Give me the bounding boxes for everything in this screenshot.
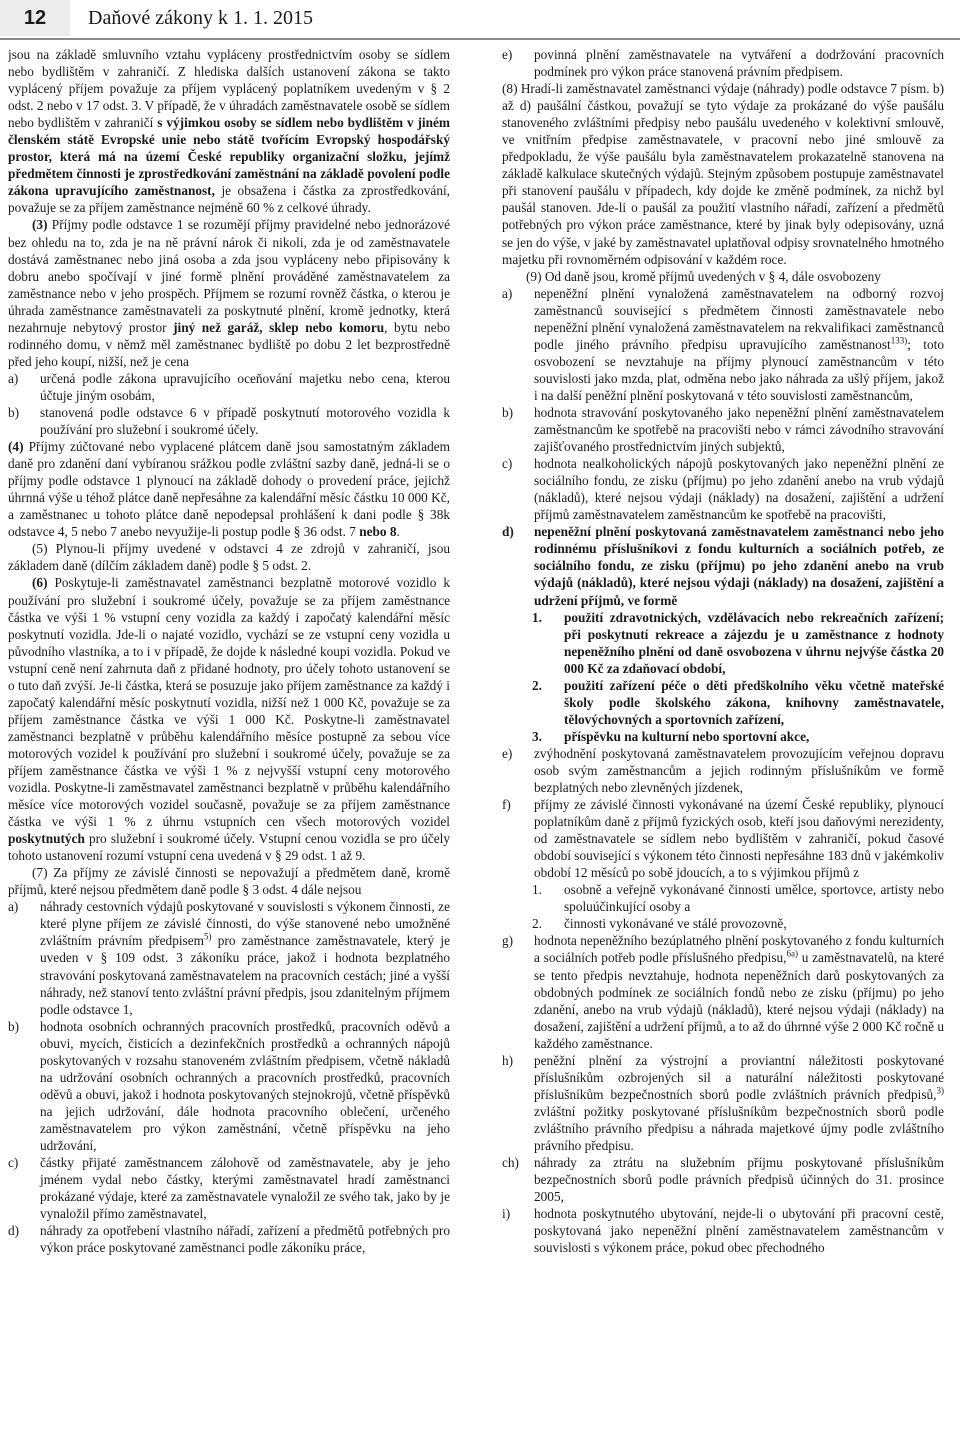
list-item	[502, 404, 944, 455]
list-item	[502, 745, 944, 796]
sub-list-item	[532, 609, 944, 677]
list-item-label: a)	[502, 285, 513, 301]
list-item	[8, 1154, 450, 1222]
list-item-text: nepeněžní plnění poskytovaná zaměstnavatelem zaměstnanci nebo jeho rodinnému příslušníkovi z fondu kulturních a sociálních potřeb, ze sociálního fondu, ze zisku (příjmu) po jeho zdanění anebo na vrub výdajů (nákladů), které nejsou výdaji (náklady) na dosažení, zajištění a udržení příjmů, ve formě	[534, 524, 944, 608]
list-item-text: příspěvku na kulturní nebo sportovní akce,	[564, 728, 810, 744]
paragraph: (9) Od daně jsou, kromě příjmů uvedených v § 4, dále osvobozeny	[526, 268, 881, 284]
right-column	[502, 46, 944, 1256]
list-item-label: 1.	[532, 609, 542, 625]
paragraph: (7) Za příjmy ze závislé činnosti se nepovažují a předmětem daně, kromě příjmů, které nejsou předmětem daně podle § 3 odst. 4 dále nejsou	[8, 865, 450, 898]
list-item-label: e)	[502, 47, 513, 62]
page-body	[0, 46, 960, 1454]
list-item-label: a)	[8, 899, 19, 915]
list-item-text: hodnota nealkoholických nápojů poskytovaných jako nepeněžní plnění ze sociálního fondu, ze zisku (příjmu) po jeho zdanění anebo na vrub výdajů (nákladů), které nejsou výdaji (náklady) na dosažení, zajištění a udržení příjmů zaměstnavatelem zaměstnancům ke spotřebě na pracovišti,	[534, 456, 944, 523]
list-item	[502, 285, 944, 404]
list-item-text: osobně a veřejně vykonávané činnosti umělce, sportovce, artisty nebo spoluúčinkující osoby a	[564, 882, 944, 915]
list-item-label: a)	[8, 370, 19, 386]
list-item-label: c)	[502, 456, 513, 472]
list-item	[502, 1154, 944, 1205]
list-item-label: c)	[8, 1155, 19, 1171]
list-item-text: náhrady za ztrátu na služebním příjmu poskytované příslušníkům bezpečnostních sborů podle právních předpisů účinných do 31. prosince 2005,	[534, 1155, 944, 1205]
sub-list-item	[532, 915, 944, 932]
list-item-text: hodnota stravování poskytovaného jako nepeněžní plnění zaměstnavatelem zaměstnancům ke spotřebě na pracovišti nebo v rámci závodního stravování zajišťovaného prostřednictvím jiných subjektů,	[534, 404, 944, 455]
list-item-label: h)	[502, 1052, 514, 1068]
list-item-label: ch)	[502, 1155, 519, 1171]
list-item-text: použití zařízení péče o děti předškolního věku včetně mateřské školy podle školského zákona, knihovny zaměstnavatele, tělovýchovných a sportovních zařízení,	[564, 677, 944, 727]
list-item	[8, 1222, 450, 1256]
sub-list-item	[532, 677, 944, 728]
list-item-text: použití zdravotnických, vzdělávacích nebo rekreačních zařízení; při poskytnutí rekreace a zájezdu je u zaměstnance z hodnoty nepeněžního plnění od daně osvobozena v úhrnu nejvýše částka 20 000 Kč za zdaňovací období,	[564, 609, 944, 676]
list-item	[502, 455, 944, 523]
list-item-text: stanovená podle odstavce 6 v případě poskytnutí motorového vozidla k používání pro služební i soukromé účely.	[40, 404, 450, 438]
paragraph: (6) Poskytuje-li zaměstnavatel zaměstnanci bezplatně motorové vozidlo k používání pro služební i soukromé účely, považuje se za příjem zaměstnance částka ve výši 1 % vstupní ceny vozidla za každý i započatý kalendářní měsíc poskytnutí vozidla. Jde-li o najaté vozidlo, vychází se ze vstupní ceny vozidla u původního vlastníka, a to i v případě, že dojde k následné koupi vozidla. Pokud ve vstupní ceně není zahrnuta daň z přidané hodnoty, pro účely tohoto ustanovení se o tuto daň zvýší. Je-li částka, která se posuzuje jako příjem zaměstnance za každý i započatý kalendářní měsíc poskytnutí vozidla, nižší než 1 000 Kč, považuje se za příjem zaměstnance částka ve výši 1 000 Kč. Poskytne-li zaměstnavatel zaměstnanci bezplatně v průběhu kalendářního měsíce postupně za sebou více motorových vozidel k používání pro služební i soukromé účely, považuje se za příjem zaměstnance částka ve výši 1 % z nejvyšší vstupní ceny motorového vozidla. Poskytne-li zaměstnavatel zaměstnanci bezplatně v průběhu kalendářního měsíce více motorových vozidel současně, považuje se za příjem zaměstnance částka ve výši 1 % z úhrnu vstupních cen všech motorových vozidel poskytnutých pro služební i soukromé účely. Vstupní cenou vozidla se pro účely tohoto ustanovení rozumí vstupní cena uvedená v § 29 odst. 1 až 9.	[8, 575, 450, 864]
list-item-label: b)	[8, 404, 20, 420]
list-item-label: g)	[502, 933, 514, 949]
paragraph: (4) Příjmy zúčtované nebo vyplacené plátcem daně jsou samostatným základem daně pro zdanění daní vybíranou srážkou podle zvláštní sazby daně, jedná-li se o příjmy podle odstavce 1 plynoucí na základě dohody o provedení práce, jejichž úhrnná výše u téhož plátce daně nepřesáhne za kalendářní měsíc částku 10 000 Kč, a zaměstnanec u tohoto plátce daně nepodepsal prohlášení k dani podle § 38k odstavce 4, 5 nebo 7 anebo nevyužije-li postup podle § 36 odst. 7 nebo 8.	[8, 439, 450, 540]
list-item-text: hodnota nepeněžního bezúplatného plnění poskytovaného z fondu kulturních a sociálních potřeb podle příslušného předpisu,$^{6a)}$ u zaměstnavatelů, na které se tento předpis nevztahuje, hodnota nepeněžních darů poskytovaných za obdobných podmínek ze sociálních fondů nebo ze zisku (příjmu) po jeho zdanění, anebo na vrub výdajů (nákladů), které nejsou výdaji (náklady) na dosažení, zajištění a udržení příjmů, a to až do úhrnné výše 2 000 Kč ročně u každého zaměstnance.	[534, 933, 944, 1051]
list-item-text: činnosti vykonávané ve stálé provozovně,	[564, 916, 787, 932]
list-item-label: d)	[502, 524, 514, 540]
paragraph: jsou na základě smluvního vztahu vypláceny prostřednictvím osoby se sídlem nebo bydlištěm v zahraničí. Z hlediska dalších ustanovení zákona se takto vyplácený příjem považuje za příjem vyplácený poplatníkem uvedeným v § 2 odst. 2 nebo v 17 odst. 3. V případě, že v úhradách zaměstnavatele osobě se sídlem nebo bydlištěm v zahraničí s výjimkou osoby se sídlem nebo bydlištěm v jiném členském státě Evropské unie nebo státě tvořícím Evropský hospodářský prostor, která má na území České republiky organizační složku, jejímž předmětem činnosti je zprostředkování zaměstnání na základě povolení podle zákona upravujícího zaměstnanost, je obsažena i částka za zprostředkování, považuje se za příjem zaměstnance nejméně 60 % z celkové úhrady.	[8, 47, 450, 216]
list-item	[502, 46, 944, 80]
list-item	[8, 404, 450, 438]
running-title: Daňové zákony k 1. 1. 2015	[88, 7, 313, 29]
list-item-text: náhrady za opotřebení vlastního nářadí, zařízení a předmětů potřebných pro výkon práce poskytované zaměstnanci podle zákoníku práce,	[40, 1223, 450, 1256]
sub-list-item	[532, 728, 944, 745]
list-item-label: b)	[502, 404, 514, 420]
list-item	[502, 1052, 944, 1154]
sub-list-item	[532, 881, 944, 915]
list-item-text: náhrady cestovních výdajů poskytované v souvislosti s výkonem činnosti, ze které plyne příjem ze závislé činnosti, do výše stanovené nebo umožněné zvláštním právním předpisem$^{5)}$ pro zaměstnance zaměstnavatele, který je uveden v § 109 odst. 3 zákoníku práce, jakož i hodnota bezplatného stravování poskytovaná zaměstnavatelem na pracovních cestách; jiné a vyšší náhrady, než stanoví tento zvláštní právní předpis, jsou zdanitelným příjmem podle odstavce 1,	[40, 899, 450, 1017]
list-item-label: f)	[502, 797, 511, 813]
list-item-label: e)	[502, 745, 513, 761]
list-item-label: 2.	[532, 677, 542, 693]
list-item-text: částky přijaté zaměstnancem zálohově od zaměstnavatele, aby je jeho jménem vydal nebo částky, kterými zaměstnavatel hradí zaměstnanci prokázané výdaje, které za zaměstnavatele vynaložil ze svého tak, jako by je vynaložil přímo zaměstnavatel,	[40, 1155, 450, 1222]
list-item	[502, 1205, 944, 1256]
page-number: 12	[0, 0, 70, 36]
list-item-label: 3.	[532, 728, 542, 744]
paragraph: (3) Příjmy podle odstavce 1 se rozumějí příjmy pravidelné nebo jednorázové bez ohledu na to, zda je na ně právní nárok či nikoli, zda je od zaměstnavatele dostává zaměstnanec nebo jiná osoba a zda jsou vypláceny nebo připisovány k dobru anebo spočívají v jiné formě plnění prováděné zaměstnavatelem za zaměstnance nebo v jeho prospěch. Příjmem se rozumí rovněž částka, o kterou je úhrada zaměstnance zaměstnavateli za poskytnuté plnění, kromě jednotky, která nezahrnuje nebytový prostor jiný než garáž, sklep nebo komoru, bytu nebo rodinného domu, v němž měl zaměstnanec bydliště po dobu 2 let bezprostředně před jeho koupí, nižší, než je cena	[8, 217, 450, 369]
list-item	[502, 932, 944, 1051]
list-item-label: i)	[502, 1206, 511, 1222]
list-item-text: hodnota osobních ochranných pracovních prostředků, pracovních oděvů a obuvi, mycích, čisticích a dezinfekčních prostředků a ochranných nápojů poskytovaných v rozsahu stanoveném zvláštním předpisem, včetně nákladů na udržování osobních ochranných a pracovních prostředků, pracovních oděvů a obuvi, jakož i hodnota poskytovaných stejnokrojů, včetně příspěvků na jejich udržování, dále hodnota pracovního oblečení, určeného zaměstnavatelem pro výkon zaměstnání, včetně příspěvku na jeho udržování,	[40, 1018, 450, 1153]
list-item-label: 2.	[532, 916, 542, 932]
list-item-label: 1.	[532, 882, 542, 898]
list-item-text: hodnota poskytnutého ubytování, nejde-li o ubytování při pracovní cestě, poskytovaná jako nepeněžní plnění zaměstnavatelem zaměstnancům v souvislosti s výkonem práce, pokud obec přechodného	[534, 1206, 944, 1256]
list-item-text: povinná plnění zaměstnavatele na vytváření a dodržování pracovních podmínek pro výkon práce stanovená právním předpisem.	[534, 47, 944, 80]
left-column	[8, 46, 450, 1256]
paragraph: (8) Hradí-li zaměstnavatel zaměstnanci výdaje (náhrady) podle odstavce 7 písm. b) až d) paušální částkou, považují se tyto výdaje za prokázané do výše paušálu stanoveného zvláštními předpisy nebo paušálu uvedeného v kolektivní smlouvě, ve vnitřním předpise zaměstnavatele, v pracovní nebo jiné smlouvě za předpokladu, že výše paušálu byla zaměstnavatelem prokazatelně stanovena na základě kalkulace skutečných výdajů. Stejným způsobem postupuje zaměstnavatel při stanovení paušálu v případech, kdy dojde ke změně podmínek, za nichž byl paušál stanoven. Jde-li o paušál za použití vlastního nářadí, zařízení a předmětů potřebných pro výkon práce zaměstnance, které by jinak byly odepisovány, uzná se jen do výše, v jaké by zaměstnavatel uplatňoval odpisy srovnatelného hmotného majetku při rovnoměrném odpisování v každém roce.	[502, 81, 944, 267]
list-item	[8, 1018, 450, 1154]
list-item	[502, 796, 944, 881]
list-item-label: b)	[8, 1018, 20, 1034]
header-rule	[0, 38, 960, 40]
list-item-label: d)	[8, 1223, 20, 1239]
list-item	[502, 523, 944, 608]
list-item	[8, 898, 450, 1017]
list-item-text: zvýhodnění poskytovaná zaměstnavatelem provozujícím veřejnou dopravu osob svým zaměstnancům a jejich rodinným příslušníkům ve formě bezplatných nebo zlevněných jízdenek,	[534, 745, 944, 796]
list-item-text: určená podle zákona upravujícího oceňování majetku nebo cena, kterou účtuje jiným osobám,	[40, 370, 450, 403]
list-item	[8, 370, 450, 404]
page-header	[0, 0, 960, 36]
list-item-text: příjmy ze závislé činnosti vykonávané na území České republiky, plynoucí poplatníkům daně z příjmů fyzických osob, kteří jsou daňovými nerezidenty, od zaměstnavatele se sídlem nebo bydlištěm v zahraničí, pokud časové období související s výkonem této činnosti nepřesáhne 183 dnů v jakémkoliv období 12 měsíců po sobě jdoucích, a to s výjimkou příjmů z	[534, 797, 944, 881]
list-item-text: peněžní plnění za výstrojní a proviantní náležitosti poskytované příslušníkům ozbrojených sil a naturální náležitosti poskytované příslušníkům bezpečnostních sborů podle zvláštních právních předpisů,$^{3)}$ zvláštní požitky poskytované příslušníkům bezpečnostních sborů podle zvláštního právního předpisu a náhrada majetkové újmy podle zvláštního právního předpisu.	[534, 1052, 944, 1153]
paragraph: (5) Plynou-li příjmy uvedené v odstavci 4 ze zdrojů v zahraničí, jsou základem daně (dílčím základem daně) podle § 5 odst. 2.	[8, 541, 450, 574]
list-item-text: nepeněžní plnění vynaložená zaměstnavatelem na odborný rozvoj zaměstnanců související s předmětem činnosti zaměstnavatele nebo nepeněžní plnění vynaložená zaměstnavatelem na rekvalifikaci zaměstnanců podle jiného právního předpisu upravujícího zaměstnanost$^{133)}$; toto osvobození se nevztahuje na příjmy plynoucí zaměstnancům v této souvislosti jako mzda, plat, odměna nebo jako náhrada za ušlý příjem, jakož i na další peněžní plnění poskytovaná v této souvislosti zaměstnancům,	[534, 285, 944, 403]
